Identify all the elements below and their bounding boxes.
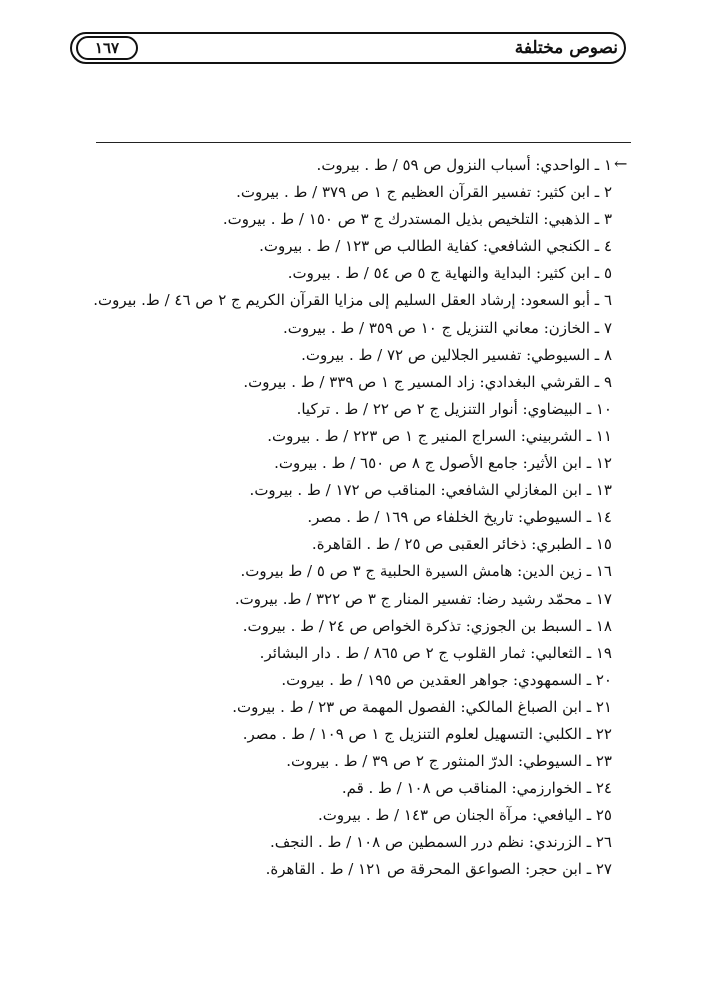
- reference-item: ٧ ـ الخازن: معاني التنزيل ج ١٠ ص ٣٥٩ / ط . بيروت.: [282, 318, 612, 337]
- reference-item: ٢٣ ـ السيوطي: الدرّ المنثور ج ٢ ص ٣٩ / ط . بيروت.: [286, 752, 612, 771]
- reference-item: ٢٤ ـ الخوارزمي: المناقب ص ١٠٨ / ط . قم.: [341, 779, 612, 798]
- page-number: ١٦٧: [76, 36, 138, 60]
- reference-item: ١٨ ـ السبط بن الجوزي: تذكرة الخواص ص ٢٤ / ط . بيروت.: [242, 616, 612, 635]
- reference-item: ٢٧ ـ ابن حجر: الصواعق المحرقة ص ١٢١ / ط . القاهرة.: [265, 860, 612, 879]
- arrow-icon: ←: [614, 154, 628, 173]
- reference-item: ٥ ـ ابن كثير: البداية والنهاية ج ٥ ص ٥٤ / ط . بيروت.: [287, 264, 612, 283]
- reference-item: ٤ ـ الكنجي الشافعي: كفاية الطالب ص ١٢٣ / ط . بيروت.: [259, 237, 612, 256]
- header-divider: [96, 142, 631, 143]
- reference-item: ١٤ ـ السيوطي: تاريخ الخلفاء ص ١٦٩ / ط . مصر.: [307, 508, 612, 527]
- reference-item: ٢١ ـ ابن الصباغ المالكي: الفصول المهمة ص ٢٣ / ط . بيروت.: [232, 697, 612, 716]
- reference-item: ٢ ـ ابن كثير: تفسير القرآن العظيم ج ١ ص ٣٧٩ / ط . بيروت.: [236, 183, 612, 202]
- reference-item: ١٣ ـ ابن المغازلي الشافعي: المناقب ص ١٧٢ / ط . بيروت.: [249, 481, 612, 500]
- reference-item: ٢٦ ـ الزرندي: نظم درر السمطين ص ١٠٨ / ط . النجف.: [270, 833, 612, 852]
- reference-item: ١٧ ـ محمّد رشيد رضا: تفسير المنار ج ٣ ص ٣٢٢ / ط. بيروت.: [234, 589, 612, 608]
- running-title: نصوص مختلفة: [514, 38, 618, 58]
- reference-item: ١ ـ الواحدي: أسباب النزول ص ٥٩ / ط . بيروت.: [316, 156, 612, 174]
- reference-list: [72, 152, 612, 884]
- reference-item: ١٦ ـ زين الدين: هامش السيرة الحلبية ج ٣ ص ٥ / ط بيروت.: [240, 562, 612, 581]
- reference-item: ٨ ـ السيوطي: تفسير الجلالين ص ٧٢ / ط . بيروت.: [301, 345, 612, 364]
- reference-item: ٣ ـ الذهبي: التلخيص بذيل المستدرك ج ٣ ص ١٥٠ / ط . بيروت.: [222, 210, 612, 229]
- reference-item: ٩ ـ القرشي البغدادي: زاد المسير ج ١ ص ٣٣٩ / ط . بيروت.: [243, 372, 612, 391]
- reference-item: ١٢ ـ ابن الأثير: جامع الأصول ج ٨ ص ٦٥٠ / ط . بيروت.: [274, 454, 612, 473]
- reference-item: ٢٠ ـ السمهودي: جواهر العقدين ص ١٩٥ / ط . بيروت.: [281, 670, 612, 689]
- reference-item: ٢٥ ـ اليافعي: مرآة الجنان ص ١٤٣ / ط . بيروت.: [318, 806, 612, 825]
- reference-item: ١١ ـ الشربيني: السراج المنير ج ١ ص ٢٢٣ / ط . بيروت.: [267, 426, 612, 445]
- reference-item: ١٠ ـ البيضاوي: أنوار التنزيل ج ٢ ص ٢٢ / ط . تركيا.: [296, 399, 612, 418]
- reference-item: ٦ ـ أبو السعود: إرشاد العقل السليم إلى مزايا القرآن الكريم ج ٢ ص ٤٦ / ط. بيروت.: [93, 291, 612, 310]
- reference-item: ٢٢ ـ الكلبي: التسهيل لعلوم التنزيل ج ١ ص ١٠٩ / ط . مصر.: [242, 724, 612, 743]
- reference-item: ١٥ ـ الطبري: ذخائر العقبى ص ٢٥ / ط . القاهرة.: [311, 535, 612, 554]
- reference-item: ١٩ ـ الثعالبي: ثمار القلوب ج ٢ ص ٨٦٥ / ط . دار البشائر.: [259, 643, 612, 662]
